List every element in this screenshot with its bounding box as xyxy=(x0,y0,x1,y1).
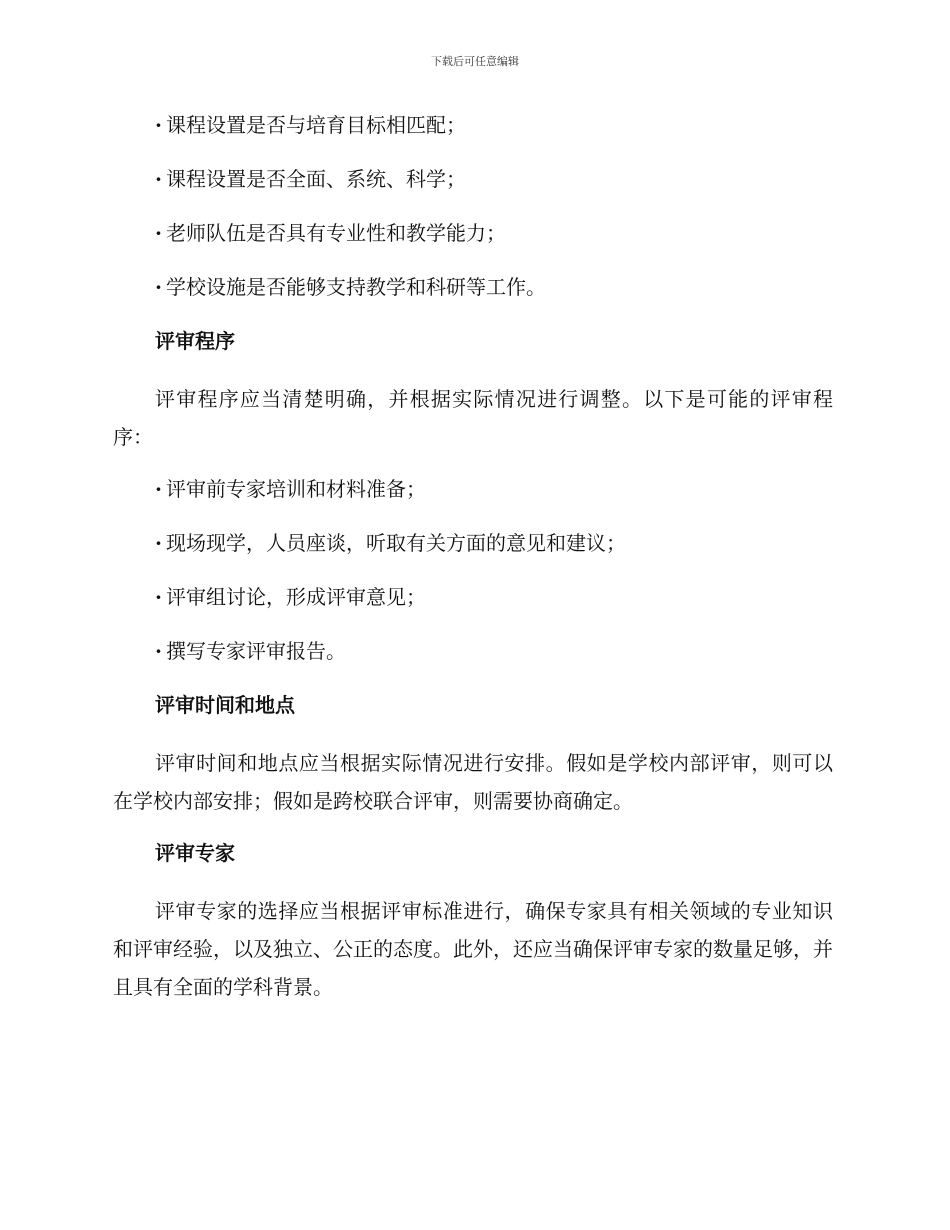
list-item xyxy=(155,528,833,558)
bullet-icon: · xyxy=(155,167,162,191)
list-item xyxy=(155,474,833,504)
list-item-text: 现场现学，人员座谈，听取有关方面的意见和建议； xyxy=(166,531,626,555)
bullet-icon: · xyxy=(155,531,162,555)
list-item-text: 老师队伍是否具有专业性和教学能力； xyxy=(166,221,506,245)
section-paragraph: 评审专家的选择应当根据评审标准进行，确保专家具有相关领域的专业知识和评审经验，以及独立、公正的态度。此外，还应当确保评审专家的数量足够，并且具有全面的学科背景。 xyxy=(113,899,833,999)
section-heading: 评审时间和地点 xyxy=(155,693,295,717)
list-item-text: 评审组讨论，形成评审意见； xyxy=(166,585,426,609)
bullet-icon: · xyxy=(155,113,162,137)
section-review-procedure xyxy=(113,326,833,666)
list-item-text: 学校设施是否能够支持教学和科研等工作。 xyxy=(166,275,546,299)
list-item-text: 撰写专家评审报告。 xyxy=(166,639,346,663)
list-item xyxy=(155,582,833,612)
section-paragraph: 评审程序应当清楚明确，并根据实际情况进行调整。以下是可能的评审程序： xyxy=(113,387,833,449)
section-criteria xyxy=(113,110,833,302)
list-item-text: 课程设置是否全面、系统、科学； xyxy=(166,167,466,191)
document-body xyxy=(113,110,833,1024)
section-heading: 评审程序 xyxy=(155,329,235,353)
list-item xyxy=(155,164,833,194)
section-heading: 评审专家 xyxy=(155,841,235,865)
bullet-icon: · xyxy=(155,639,162,663)
section-review-experts xyxy=(113,838,833,1006)
list-item xyxy=(155,636,833,666)
bullet-icon: · xyxy=(155,221,162,245)
list-item-text: 课程设置是否与培育目标相匹配； xyxy=(166,113,466,137)
page-header-note: 下载后可任意编辑 xyxy=(431,55,519,68)
section-paragraph: 评审时间和地点应当根据实际情况进行安排。假如是学校内部评审，则可以在学校内部安排；假如是跨校联合评审，则需要协商确定。 xyxy=(113,751,833,813)
list-item xyxy=(155,218,833,248)
list-item xyxy=(155,272,833,302)
section-time-and-place xyxy=(113,690,833,820)
bullet-icon: · xyxy=(155,275,162,299)
bullet-icon: · xyxy=(155,477,162,501)
list-item-text: 评审前专家培训和材料准备； xyxy=(166,477,426,501)
bullet-icon: · xyxy=(155,585,162,609)
list-item xyxy=(155,110,833,140)
